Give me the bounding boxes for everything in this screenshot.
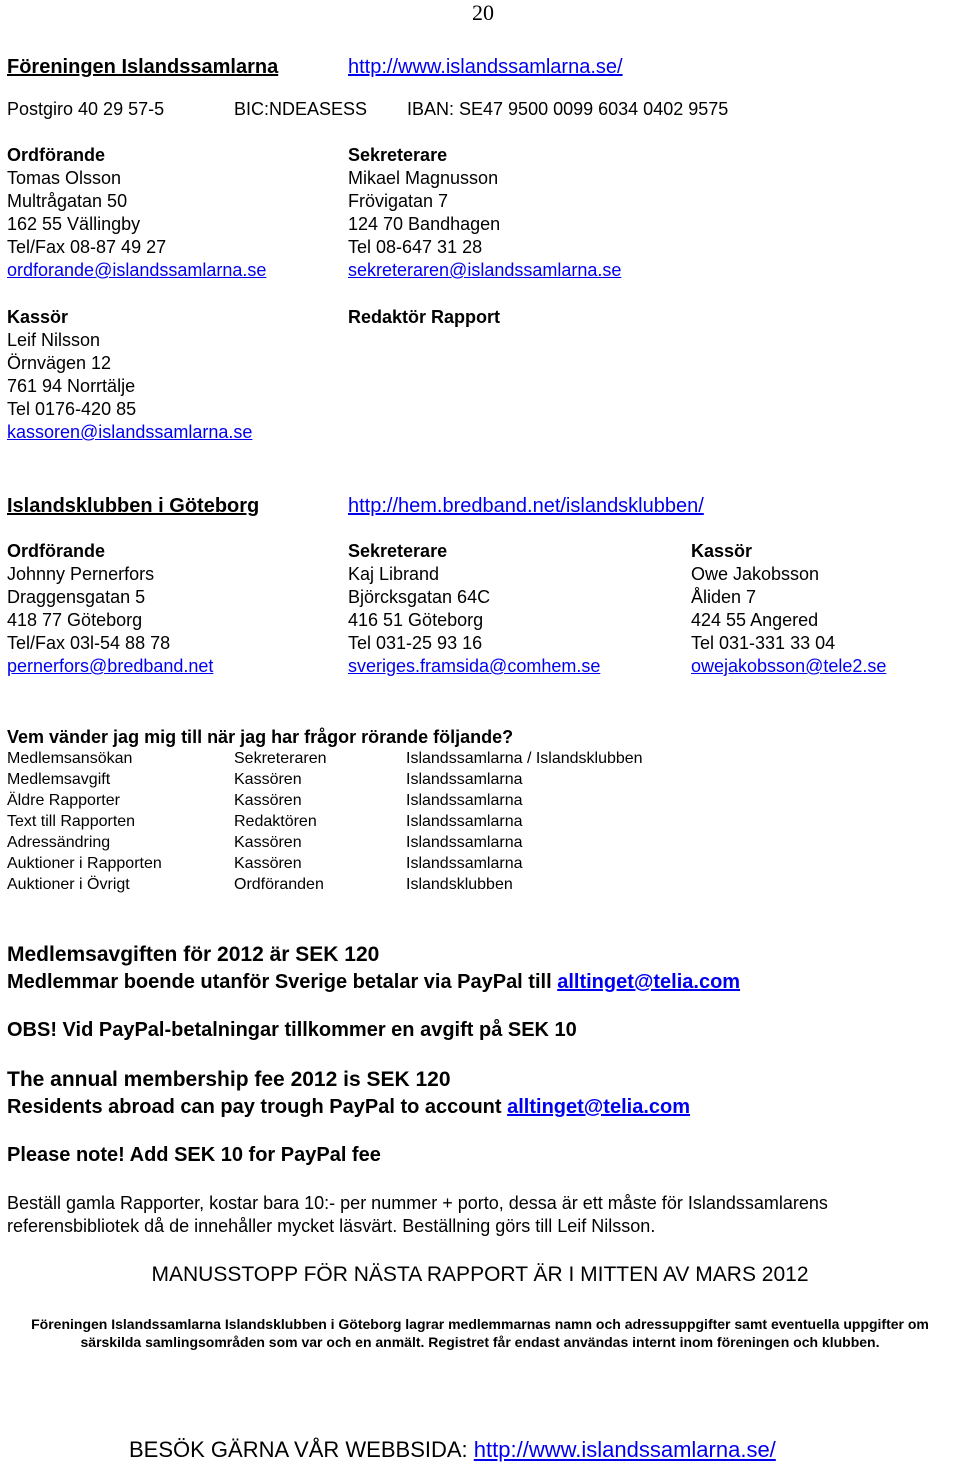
- question-org: Islandssamlarna / Islandsklubben: [406, 750, 643, 767]
- role-label: Kassör: [691, 541, 753, 561]
- paypal-note-en: Please note! Add SEK 10 for PayPal fee: [7, 1144, 381, 1166]
- org-url-link[interactable]: http://www.islandssamlarna.se/: [348, 56, 623, 78]
- questions-persons: [234, 748, 327, 895]
- question-person: Kassören: [234, 834, 302, 851]
- question-person: Sekreteraren: [234, 750, 327, 767]
- contact-phone: Tel/Fax 03l-54 88 78: [7, 633, 171, 653]
- question-topic: Äldre Rapporter: [7, 792, 120, 809]
- contact-phone: Tel/Fax 08-87 49 27: [7, 237, 167, 257]
- deadline-notice: MANUSSTOPP FÖR NÄSTA RAPPORT ÄR I MITTEN AV MARS 2012: [151, 1263, 809, 1286]
- contact-name: Owe Jakobsson: [691, 564, 820, 584]
- contact-city: 124 70 Bandhagen: [348, 214, 501, 234]
- role-label: Ordförande: [7, 145, 106, 165]
- question-org: Islandssamlarna: [406, 855, 523, 872]
- contact-redaktor: [348, 306, 500, 329]
- contact-city: 416 51 Göteborg: [348, 610, 484, 630]
- question-topic: Medlemsansökan: [7, 750, 133, 767]
- bic: BIC:NDEASESS: [234, 99, 368, 119]
- paypal-email-link[interactable]: alltinget@telia.com: [557, 971, 741, 993]
- contact-city: 162 55 Vällingby: [7, 214, 141, 234]
- question-person: Kassören: [234, 855, 302, 872]
- question-org: Islandssamlarna: [406, 792, 523, 809]
- contact-phone: Tel 031-331 33 04: [691, 633, 836, 653]
- contact-city: 418 77 Göteborg: [7, 610, 143, 630]
- contact-email-link[interactable]: sveriges.framsida@comhem.se: [348, 656, 601, 676]
- contact-kassor: [7, 306, 252, 444]
- contact-ordforande: [7, 144, 266, 282]
- question-org: Islandssamlarna: [406, 813, 523, 830]
- contact-phone: Tel 0176-420 85: [7, 399, 137, 419]
- contact-street: Draggensgatan 5: [7, 587, 146, 607]
- contact-email-link[interactable]: sekreteraren@islandssamlarna.se: [348, 260, 622, 280]
- question-topic: Medlemsavgift: [7, 771, 111, 788]
- contact-street: Björcksgatan 64C: [348, 587, 491, 607]
- obs-sv: OBS! Vid PayPal-betalningar tillkommer en avgift på SEK 10: [7, 1019, 577, 1041]
- contact-name: Tomas Olsson: [7, 168, 122, 188]
- questions-orgs: [406, 748, 643, 895]
- contact-email-link[interactable]: owejakobsson@tele2.se: [691, 656, 887, 676]
- privacy-notice: Föreningen Islandssamlarna Islandsklubben i Göteborg lagrar medlemmarnas namn och adressuppgifter samt eventuella uppgifter om särskilda samlingsområden som var och en anmält. Registret får endast användas internt inom föreningen och klubben.: [31, 1316, 929, 1350]
- role-label: Redaktör Rapport: [348, 307, 501, 327]
- questions-heading: Vem vänder jag mig till när jag har frågor rörande följande?: [7, 727, 514, 747]
- paypal-sv: [7, 969, 740, 995]
- role-label: Sekreterare: [348, 145, 448, 165]
- klubben-title: Islandsklubben i Göteborg: [7, 495, 260, 517]
- footer-visit: [129, 1436, 776, 1464]
- fee-sv: Medlemsavgiften för 2012 är SEK 120: [7, 943, 380, 966]
- klubben-ordforande: [7, 540, 213, 678]
- question-org: Islandssamlarna: [406, 771, 523, 788]
- paypal-sv-text: Medlemmar boende utanför Sverige betalar via PayPal till: [7, 971, 552, 993]
- question-person: Kassören: [234, 792, 302, 809]
- role-label: Sekreterare: [348, 541, 448, 561]
- role-label: Kassör: [7, 307, 69, 327]
- contact-phone: Tel 08-647 31 28: [348, 237, 483, 257]
- contact-sekreterare: [348, 144, 621, 282]
- question-topic: Adressändring: [7, 834, 111, 851]
- contact-email-link[interactable]: pernerfors@bredband.net: [7, 656, 214, 676]
- paypal-email-link-en[interactable]: alltinget@telia.com: [507, 1096, 690, 1118]
- contact-city: 424 55 Angered: [691, 610, 819, 630]
- contact-name: Mikael Magnusson: [348, 168, 499, 188]
- old-reports-paragraph: Beställ gamla Rapporter, kostar bara 10:- per nummer + porto, dessa är ett måste för Islandssamlarens referensbibliotek då de innehåller mycket läsvärt. Beställning görs till Leif Nilsson.: [7, 1193, 828, 1236]
- question-person: Redaktören: [234, 813, 317, 830]
- questions-topics: [7, 748, 162, 895]
- contact-name: Johnny Pernerfors: [7, 564, 155, 584]
- org-name: Föreningen Islandssamlarna: [7, 56, 279, 78]
- contact-email-link[interactable]: kassoren@islandssamlarna.se: [7, 422, 253, 442]
- question-org: Islandsklubben: [406, 876, 513, 893]
- postgiro: Postgiro 40 29 57-5: [7, 99, 165, 119]
- footer-url-link[interactable]: http://www.islandssamlarna.se/: [473, 1437, 776, 1462]
- contact-name: Kaj Librand: [348, 564, 440, 584]
- question-person: Ordföranden: [234, 876, 324, 893]
- contact-street: Örnvägen 12: [7, 353, 112, 373]
- contact-phone: Tel 031-25 93 16: [348, 633, 483, 653]
- contact-email-link[interactable]: ordforande@islandssamlarna.se: [7, 260, 267, 280]
- question-topic: Auktioner i Övrigt: [7, 876, 130, 893]
- klubben-kassor: [691, 540, 886, 678]
- klubben-sekreterare: [348, 540, 600, 678]
- contact-name: Leif Nilsson: [7, 330, 101, 350]
- page-number: 20: [472, 0, 494, 25]
- paypal-en-text: Residents abroad can pay trough PayPal to account: [7, 1096, 502, 1118]
- question-topic: Text till Rapporten: [7, 813, 136, 830]
- question-topic: Auktioner i Rapporten: [7, 855, 162, 872]
- klubben-url-link[interactable]: http://hem.bredband.net/islandsklubben/: [348, 495, 704, 517]
- contact-street: Åliden 7: [691, 587, 757, 607]
- contact-street: Multrågatan 50: [7, 191, 128, 211]
- paypal-en: [7, 1094, 690, 1120]
- iban: IBAN: SE47 9500 0099 6034 0402 9575: [407, 99, 729, 119]
- contact-street: Frövigatan 7: [348, 191, 449, 211]
- question-org: Islandssamlarna: [406, 834, 523, 851]
- fee-en: The annual membership fee 2012 is SEK 120: [7, 1068, 451, 1091]
- role-label: Ordförande: [7, 541, 106, 561]
- footer-text: BESÖK GÄRNA VÅR WEBBSIDA:: [129, 1437, 468, 1462]
- question-person: Kassören: [234, 771, 302, 788]
- contact-city: 761 94 Norrtälje: [7, 376, 136, 396]
